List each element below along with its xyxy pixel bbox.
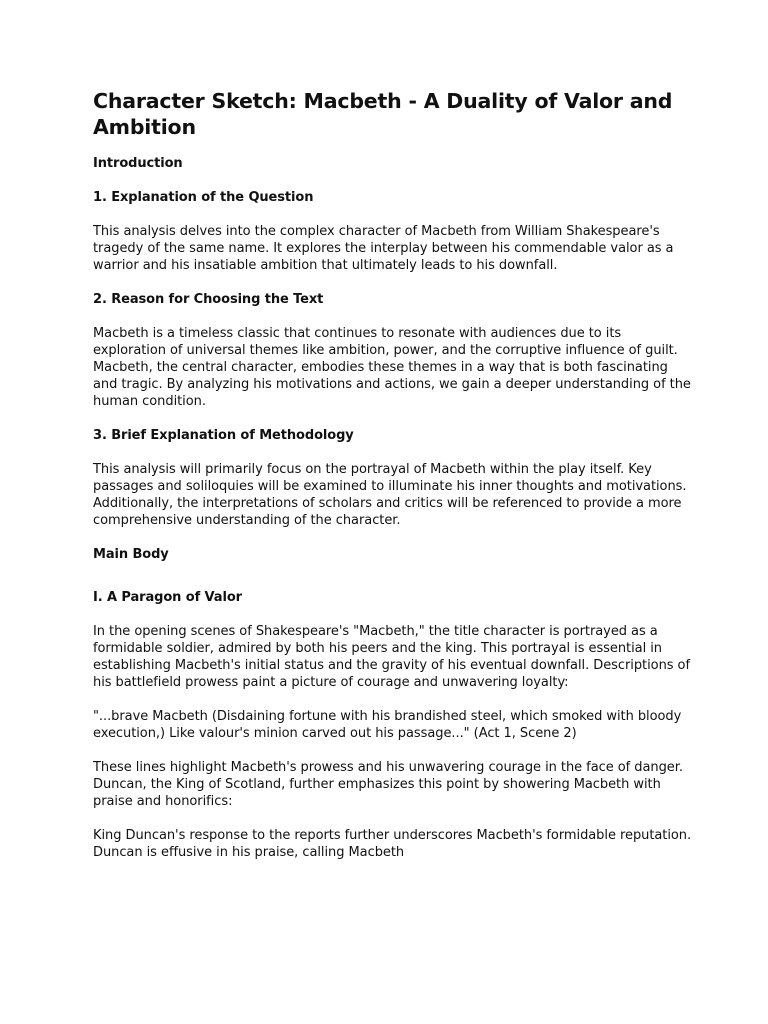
main-body-heading: Main Body — [93, 547, 169, 562]
section-paragraph-methodology: This analysis will primarily focus on the portrayal of Macbeth within the play itself. Key passages and soliloquies will be examined to illuminate his inner thoughts and motivations. Additionally, the interpretations of scholars and critics will be referenced to provide a more comprehensive understanding of the character. — [93, 462, 687, 528]
introduction-heading: Introduction — [93, 156, 183, 171]
section-heading-methodology: 3. Brief Explanation of Methodology — [93, 428, 354, 443]
document-page — [93, 88, 693, 878]
part-paragraph-valor-analysis: These lines highlight Macbeth's prowess and his unwavering courage in the face of danger. Duncan, the King of Scotland, further emphasizes this point by showering Macbeth with praise and honorifics: — [93, 760, 683, 809]
section-paragraph-reason: Macbeth is a timeless classic that continues to resonate with audiences due to its exploration of universal themes like ambition, power, and the corruptive influence of guilt. Macbeth, the central character, embodies these themes in a way that is both fascinating and tragic. By analyzing his motivations and actions, we gain a deeper understanding of the human condition. — [93, 326, 691, 409]
section-heading-reason: 2. Reason for Choosing the Text — [93, 292, 324, 307]
document-title: Character Sketch: Macbeth - A Duality of Valor and Ambition — [93, 89, 673, 139]
quote-paragraph: "...brave Macbeth (Disdaining fortune with his brandished steel, which smoked with bloody execution,) Like valour's minion carved out his passage..." (Act 1, Scene 2) — [93, 709, 682, 741]
part-heading-valor: I. A Paragon of Valor — [93, 590, 242, 605]
section-heading-explanation: 1. Explanation of the Question — [93, 190, 314, 205]
section-paragraph-explanation: This analysis delves into the complex character of Macbeth from William Shakespeare's tragedy of the same name. It explores the interplay between his commendable valor as a warrior and his insatiable ambition that ultimately leads to his downfall. — [93, 224, 674, 273]
part-paragraph-valor-intro: In the opening scenes of Shakespeare's "Macbeth," the title character is portrayed as a formidable soldier, admired by both his peers and the king. This portrayal is essential in establishing Macbeth's initial status and the gravity of his eventual downfall. Descriptions of his battlefield prowess paint a picture of courage and unwavering loyalty: — [93, 624, 690, 690]
part-paragraph-duncan-response: King Duncan's response to the reports further underscores Macbeth's formidable reputation. Duncan is effusive in his praise, calling Macbeth — [93, 828, 692, 860]
